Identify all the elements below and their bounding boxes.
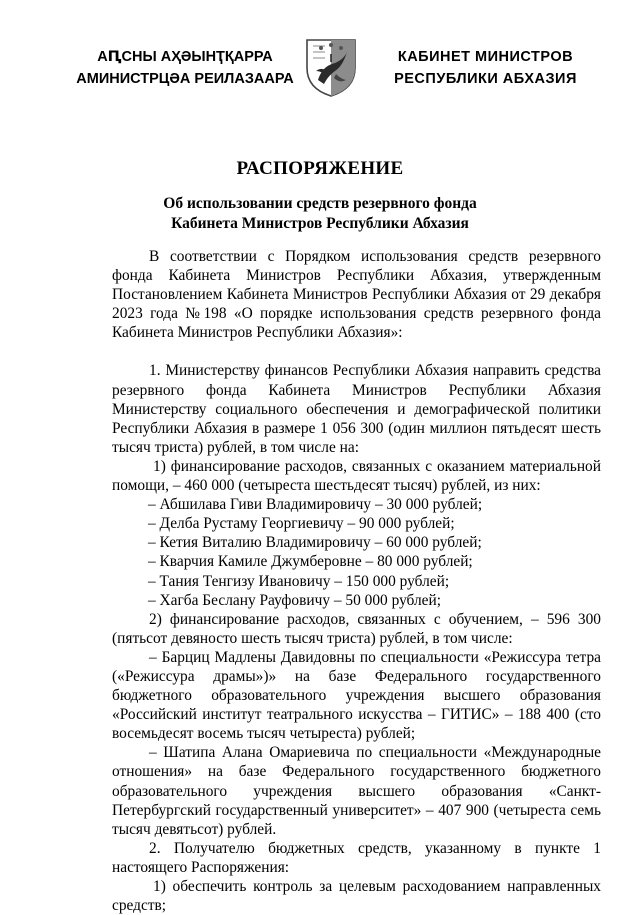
item1-sub1-paragraph: 1) финансирование расходов, связанных с оказанием материальной помощи, – 460 000 (четыреста шестьдесят тысяч) рублей, из них: — [112, 457, 601, 495]
item2-sub1-paragraph: 1) обеспечить контроль за целевым расходованием направленных средств; — [112, 878, 601, 915]
recipient-item: – Абшилава Гиви Владимировичу – 30 000 рублей; — [148, 496, 483, 514]
document-title: РАСПОРЯЖЕНИЕ — [236, 158, 404, 179]
header-russian — [383, 46, 588, 90]
header-russian-line2: РЕСПУБЛИКИ АБХАЗИЯ — [394, 71, 577, 87]
study-item: – Шатипа Алана Омариевича по специальности «Международные отношения» на базе Федерального государственного бюджетного образовательного учреждения высшего образования «Санкт-Петербургский государственный университет» – 407 900 (четыреста семь тысяч девятьсот) рублей. — [112, 744, 601, 838]
recipient-item: – Кварчия Камиле Джумберовне – 80 000 рублей; — [148, 553, 473, 571]
header-russian-line1: КАБИНЕТ МИНИСТРОВ — [397, 49, 574, 65]
recipient-item: – Тания Тенгизу Ивановичу – 150 000 рублей; — [148, 572, 450, 590]
recipient-item: – Кетия Виталию Владимировичу – 60 000 рублей; — [148, 534, 482, 552]
item1-sub2-paragraph: 2) финансирование расходов, связанных с обучением, – 596 300 (пятьсот девяносто шесть тысяч триста) рублей, в том числе: — [112, 610, 601, 647]
subtitle-line1: Об использовании средств резервного фонда — [163, 195, 477, 212]
document-subtitle — [0, 194, 640, 233]
header-abkhaz-line2: АМИНИСТРЦӘА РЕИЛАЗААРА — [76, 71, 294, 87]
header-abkhaz — [70, 46, 300, 90]
preamble-paragraph: В соответствии с Порядком использования средств резервного фонда Кабинета Министров Республики Абхазия, утвержденным Постановлением Кабинета Министров Республики Абхазия от 29 декабря 2023 года №198 «О порядке использования средств резервного фонда Кабинета Министров Республики Абхазия»: — [112, 248, 601, 342]
subtitle-line2: Кабинета Министров Республики Абхазия — [171, 214, 469, 232]
document-body — [112, 247, 601, 915]
recipient-item: – Делба Рустаму Георгиевичу – 90 000 рублей; — [148, 515, 455, 533]
coat-of-arms-icon — [304, 38, 358, 98]
header-abkhaz-line1: АԤСНЫ АҲӘЫНҬҚАРРА — [97, 49, 273, 65]
item1-paragraph: 1. Министерству финансов Республики Абхазия направить средства резервного фонда Кабинета Министров Республики Абхазия Министерству социального обеспечения и демографической политики Республики Абхазия в размере 1 056 300 (один миллион пятьдесят шесть тысяч триста) рублей, в том числе на: — [112, 362, 601, 456]
recipient-item: – Хагба Беслану Рауфовичу – 50 000 рублей; — [148, 591, 442, 609]
item2-paragraph: 2. Получателю бюджетных средств, указанному в пункте 1 настоящего Распоряжения: — [112, 839, 601, 876]
study-item: – Барциц Мадлены Давидовны по специальности «Режиссура тетра («Режиссура драмы»)» на базе Федерального государственного бюджетного образовательного учреждения высшего образования «Российский институт театрального искусства – ГИТИС» – 188 400 (сто восемьдесят восемь тысяч четыреста) рублей; — [112, 648, 601, 743]
